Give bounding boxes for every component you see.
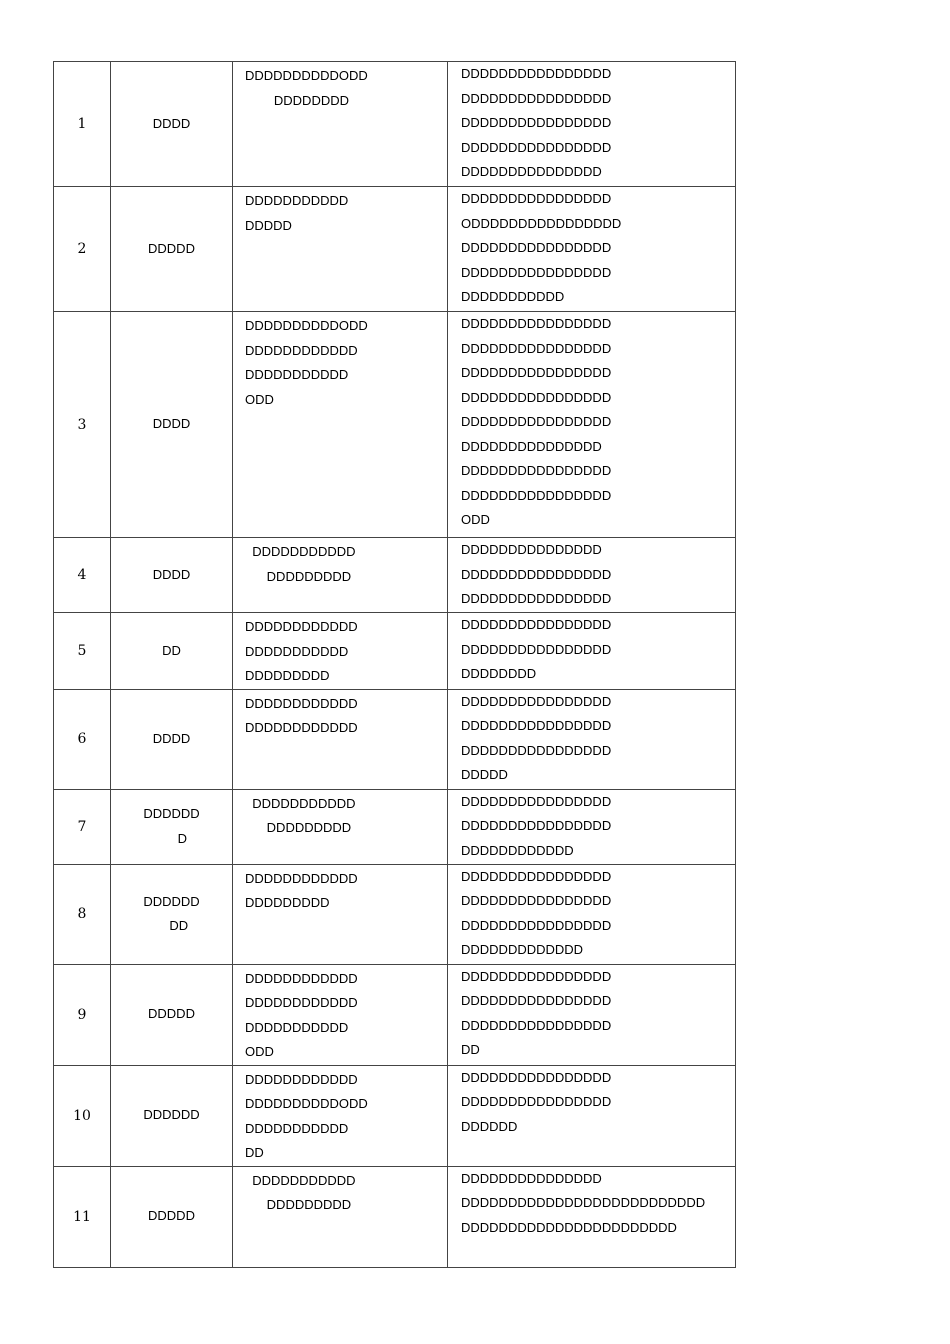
detail-cell (448, 62, 736, 187)
description-cell (233, 964, 448, 1065)
description-line: DDDDDDDDDDDD (245, 619, 358, 634)
item-name-line: DDDDD (148, 1006, 195, 1022)
item-name-line: DDDDD (148, 1208, 195, 1224)
table-row (54, 864, 736, 964)
item-name-cell (111, 62, 233, 187)
item-name-cell (111, 964, 233, 1065)
description-line: DDDDDDDDD (245, 668, 330, 683)
detail-cell (448, 613, 736, 690)
row-number-cell: 1 (54, 62, 111, 187)
detail-line: DDDDDDDDDDDDDDDD (461, 316, 612, 331)
table-row (54, 789, 736, 864)
description-line: DDDDDDDDDDDD (245, 970, 358, 986)
item-name-line: DDDD (152, 566, 191, 582)
table-row (54, 613, 736, 690)
detail-line: DDDDDDDDDDDDDDDD (461, 617, 612, 632)
table-row (54, 312, 736, 538)
detail-line: DDDDDDDDDDDDDDDD (461, 463, 612, 478)
table-row (54, 538, 736, 613)
detail-line: DDDDDDDDDDDDDDDD (461, 993, 612, 1008)
table-row (54, 62, 736, 187)
detail-cell (448, 538, 736, 613)
detail-line: DDDDDDDDDDDDDDDD (461, 191, 612, 206)
item-name-cell (111, 1065, 233, 1166)
detail-line: DDDDDDDDDDDDDDDD (461, 1017, 612, 1033)
description-line: DDDDDDDDDDODD (245, 318, 368, 333)
description-line: DDDDDDDDDDDD (245, 342, 358, 358)
table-row (54, 1166, 736, 1267)
detail-line: DDDDDDDDDDD (461, 289, 565, 304)
description-cell (233, 538, 448, 613)
row-number-cell: 6 (54, 689, 111, 789)
item-name-line: DDDDDD (143, 1107, 200, 1123)
description-cell (233, 864, 448, 964)
description-line: ODD (245, 1044, 274, 1059)
description-line: DD (245, 1145, 264, 1160)
detail-line: DDDDDDDDDDDDDDDD (461, 1069, 612, 1085)
item-name-line: DD (154, 918, 189, 933)
detail-line: DDDDDDDDDDDDDDDD (461, 115, 612, 130)
table-row (54, 1065, 736, 1166)
detail-line: DDDDDDDDDDDDDDDD (461, 66, 612, 81)
detail-cell (448, 789, 736, 864)
description-line: DDDDDDDDD (245, 568, 352, 584)
description-line: DDDDDDDD (245, 92, 349, 108)
detail-line: DD (461, 1042, 480, 1057)
detail-line: DDDDDDDDDDDDDDDDDDDDDDD (461, 1219, 677, 1235)
detail-line: DDDDDDDDDDDDDDDD (461, 566, 612, 582)
row-number-cell: 2 (54, 187, 111, 312)
description-line: DDDDD (245, 217, 292, 233)
item-name-cell (111, 789, 233, 864)
description-line: DDDDDDDDDDD (245, 795, 356, 811)
description-line: DDDDDDDDDDODD (245, 68, 368, 83)
description-line: DDDDDDDDD (245, 1197, 352, 1212)
description-line: DDDDDDDDDDDD (245, 995, 358, 1010)
detail-line: DDDDDDDDDDDDDDDD (461, 968, 612, 984)
detail-line: DDDDDDDDDDDDDDDD (461, 414, 612, 429)
detail-line: DDDDDDDDDDDDDDDD (461, 868, 612, 884)
description-line: DDDDDDDDD (245, 820, 352, 835)
item-name-line: DDDDDD (143, 893, 200, 909)
item-name-cell (111, 864, 233, 964)
detail-line: DDDDDDDDDDDDDDDD (461, 340, 612, 356)
detail-line: DDDDDDDDDDDDDDD (461, 438, 602, 454)
row-number-cell: 4 (54, 538, 111, 613)
detail-line: DDDDDDDDDDDDDDDD (461, 893, 612, 908)
description-line: DDDDDDDDDDD (245, 1120, 349, 1136)
item-name-line: DDDDDD (143, 806, 200, 821)
description-cell (233, 613, 448, 690)
detail-cell (448, 689, 736, 789)
description-line: DDDDDDDDDDDD (245, 1071, 358, 1087)
detail-line: DDDDDDDDDDDDDDDD (461, 90, 612, 106)
description-line: DDDDDDDDDDD (245, 643, 349, 659)
item-name-line: D (155, 830, 188, 846)
row-number-cell: 10 (54, 1065, 111, 1166)
description-line: DDDDDDDDDDD (245, 544, 356, 559)
description-cell (233, 689, 448, 789)
table-row (54, 964, 736, 1065)
description-line: DDDDDDDDDDD (245, 367, 349, 382)
item-name-cell (111, 1166, 233, 1267)
detail-line: DDDDDDDDDDDDDDDD (461, 1094, 612, 1109)
detail-line: DDDDDDDDDDDD (461, 842, 574, 858)
table-body (54, 62, 736, 1268)
item-name-line: DDDDD (148, 240, 195, 256)
description-line: DDDDDDDDDDDD (245, 695, 358, 711)
description-line: DDDDDDDDD (245, 895, 330, 910)
detail-line: ODD (461, 512, 490, 527)
detail-line: ODDDDDDDDDDDDDDDD (461, 215, 622, 231)
row-number-cell: 11 (54, 1166, 111, 1267)
detail-cell (448, 312, 736, 538)
row-number-cell: 3 (54, 312, 111, 538)
row-number-cell: 5 (54, 613, 111, 690)
detail-line: DDDDDDDDDDDDDDDD (461, 917, 612, 933)
description-line: DDDDDDDDDDD (245, 193, 349, 208)
detail-cell (448, 964, 736, 1065)
item-name-line: DD (162, 642, 181, 658)
detail-line: DDDDDDDDDDDDDDD (461, 1170, 602, 1186)
description-cell (233, 1065, 448, 1166)
detail-line: DDDDDDDDDDDDDDDD (461, 793, 612, 809)
description-line: DDDDDDDDDDDD (245, 870, 358, 886)
detail-cell (448, 1166, 736, 1267)
description-line: DDDDDDDDDDODD (245, 1096, 368, 1111)
detail-line: DDDDD (461, 767, 508, 782)
description-cell (233, 187, 448, 312)
document-table (53, 61, 736, 1268)
detail-line: DDDDDDDDDDDDDDDD (461, 487, 612, 503)
detail-line: DDDDDDDDDDDDDDD (461, 542, 602, 557)
detail-cell (448, 1065, 736, 1166)
detail-line: DDDDDDDDDDDDDDDD (461, 742, 612, 758)
item-name-line: DDDD (152, 730, 191, 746)
description-line: DDDDDDDDDDD (245, 1019, 349, 1035)
detail-line: DDDDDD (461, 1118, 518, 1134)
description-cell (233, 62, 448, 187)
detail-line: DDDDDDDDDDDDDDDD (461, 240, 612, 255)
table-row (54, 689, 736, 789)
description-cell (233, 312, 448, 538)
detail-line: DDDDDDDDDDDDDDDD (461, 264, 612, 280)
detail-line: DDDDDDDDDDDDDDD (461, 164, 602, 179)
table-row (54, 187, 736, 312)
detail-cell (448, 187, 736, 312)
detail-line: DDDDDDDDDDDDDDDD (461, 641, 612, 657)
description-line: DDDDDDDDDDD (245, 1172, 356, 1188)
description-line: DDDDDDDDDDDD (245, 720, 358, 735)
detail-line: DDDDDDDDDDDDDDDD (461, 591, 612, 606)
item-name-cell (111, 538, 233, 613)
detail-line: DDDDDDDDDDDDDDDDDDDDDDDDDD (461, 1195, 706, 1210)
row-number-cell: 8 (54, 864, 111, 964)
detail-line: DDDDDDDDDDDDDDDD (461, 693, 612, 709)
detail-line: DDDDDDDD (461, 666, 537, 681)
item-name-line: DDDD (152, 416, 191, 432)
description-line: ODD (245, 391, 274, 407)
item-name-cell (111, 613, 233, 690)
description-cell (233, 789, 448, 864)
detail-line: DDDDDDDDDDDDDDDD (461, 365, 612, 380)
row-number-cell: 9 (54, 964, 111, 1065)
detail-line: DDDDDDDDDDDDDDDD (461, 718, 612, 733)
detail-line: DDDDDDDDDDDDDDDD (461, 139, 612, 155)
description-cell (233, 1166, 448, 1267)
item-name-cell (111, 187, 233, 312)
detail-line: DDDDDDDDDDDDD (461, 942, 584, 957)
row-number-cell: 7 (54, 789, 111, 864)
item-name-cell (111, 312, 233, 538)
item-name-line: DDDD (152, 115, 191, 131)
detail-line: DDDDDDDDDDDDDDDD (461, 818, 612, 833)
item-name-cell (111, 689, 233, 789)
detail-line: DDDDDDDDDDDDDDDD (461, 389, 612, 405)
detail-cell (448, 864, 736, 964)
